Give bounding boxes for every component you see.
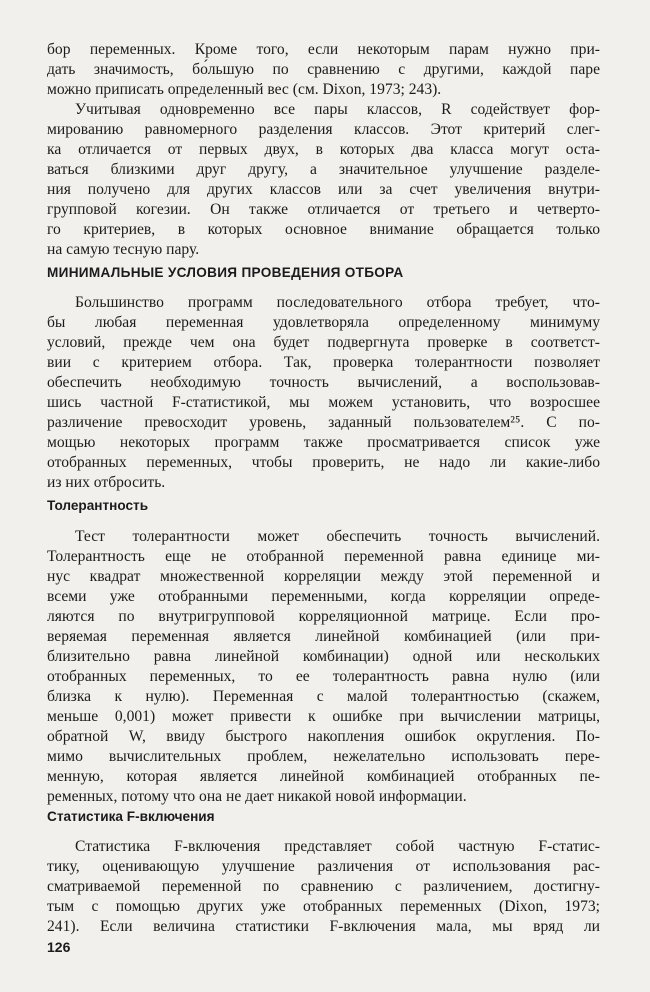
text-line: нус квадрат множественной корреляции между этой переменной и	[47, 568, 600, 585]
text-line: Тест толерантности может обеспечить точность вычислений.	[75, 528, 600, 545]
section-heading: МИНИМАЛЬНЫЕ УСЛОВИЯ ПРОВЕДЕНИЯ ОТБОРА	[47, 265, 404, 280]
text-line: бор переменных. Кроме того, если некоторым парам нужно при-	[47, 41, 600, 58]
text-line: тым с помощью других уже отобранных переменных (Dixon, 1973;	[47, 898, 600, 915]
text-line: Статистика F-включения представляет собой частную F-статис-	[75, 838, 600, 855]
text-line: мощью некоторых программ также просматривается список уже	[47, 434, 600, 451]
text-line: мимо вычислительных проблем, нежелательно использовать пере-	[47, 748, 600, 765]
text-line: всеми уже отобранными переменными, когда корреляции опреде-	[47, 588, 600, 605]
text-line: шись частной F-статистикой, мы можем установить, что возросшее	[47, 394, 600, 411]
text-line: веряемая переменная является линейной комбинацией (или при-	[47, 628, 600, 645]
text-line: условий, прежде чем она будет подвергнута проверке в соответст-	[47, 334, 600, 351]
text-line: различение превосходит уровень, заданный пользователем²⁵. С по-	[47, 414, 600, 431]
subsection-heading: Толерантность	[47, 498, 149, 513]
text-line: Большинство программ последовательного отбора требует, что-	[75, 294, 600, 311]
text-line: дать значимость, бо́льшую по сравнению с другими, каждой паре	[47, 61, 600, 78]
text-line: ременных, потому что она не дает никакой новой информации.	[47, 788, 467, 805]
page-number: 126	[47, 939, 71, 955]
text-line: ка отличается от первых двух, в которых два класса могут оста-	[47, 141, 600, 158]
text-line: тику, оценивающую улучшение различения от использования рас-	[47, 858, 600, 875]
text-line: близка к нулю). Переменная с малой толерантностью (скажем,	[47, 688, 600, 705]
text-line: из них отбросить.	[47, 474, 166, 491]
text-line: го критериев, в которых основное внимание обращается только	[47, 221, 600, 238]
text-line: можно приписать определенный вес (см. Dixon, 1973; 243).	[47, 81, 442, 98]
text-line: менную, которая является линейной комбинацией отобранных пе-	[47, 768, 600, 785]
text-line: обеспечить необходимую точность вычислений, а воспользовав-	[47, 374, 600, 391]
subsection-heading: Статистика F-включения	[47, 809, 215, 824]
text-line: вии с критерием отбора. Так, проверка толерантности позволяет	[47, 354, 600, 371]
text-line: сматриваемой переменной по сравнению с различением, достигну-	[47, 878, 600, 895]
text-line: отобранных переменных, чтобы проверить, не надо ли какие-либо	[47, 454, 600, 471]
text-line: на самую тесную пару.	[47, 241, 200, 258]
text-line: мированию равномерного разделения классов. Этот критерий слег-	[47, 121, 600, 138]
text-line: меньше 0,001) может привести к ошибке при вычислении матрицы,	[47, 708, 600, 725]
text-line: ния получено для других классов или за счет увеличения внутри-	[47, 181, 600, 198]
text-line: групповой когезии. Он также отличается от третьего и четверто-	[47, 201, 600, 218]
text-line: Учитывая одновременно все пары классов, R содействует фор-	[75, 101, 600, 118]
text-line: ляются по внутригрупповой корреляционной матрице. Если про-	[47, 608, 600, 625]
text-line: бы любая переменная удовлетворяла определенному минимуму	[47, 314, 600, 331]
text-line: близительно равна линейной комбинации) одной или нескольких	[47, 648, 600, 665]
text-line: обратной W, ввиду быстрого накопления ошибок округления. По-	[47, 728, 600, 745]
text-line: Толерантность еще не отобранной переменной равна единице ми-	[47, 548, 600, 565]
text-line: 241). Если величина статистики F-включения мала, мы вряд ли	[47, 918, 600, 935]
text-line: ваться близкими друг другу, а значительное улучшение разделе-	[47, 161, 600, 178]
text-line: отобранных переменных, то ее толерантность равна нулю (или	[47, 668, 600, 685]
